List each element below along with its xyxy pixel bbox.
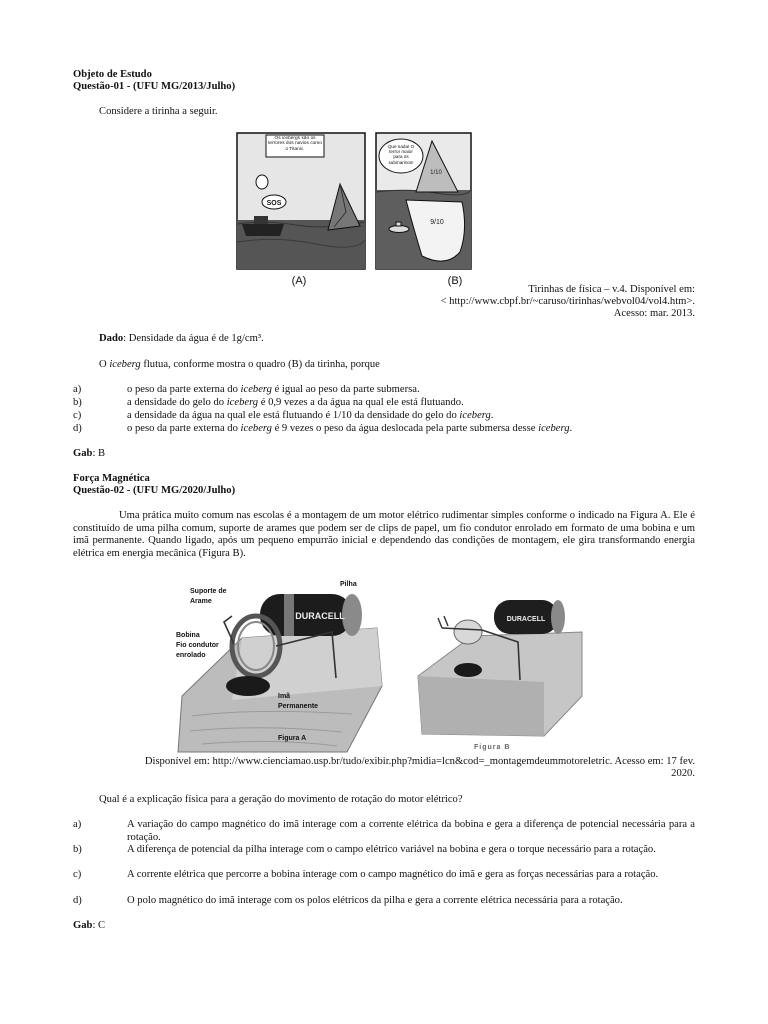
source-line-2: < http://www.cbpf.br/~caruso/tirinhas/webvol04/vol4.htm>. bbox=[440, 296, 695, 307]
dado-line: Dado: Densidade da água é de 1g/cm³. bbox=[99, 333, 264, 344]
sos-bubble bbox=[262, 195, 286, 209]
option-letter: d) bbox=[73, 423, 82, 434]
label-bobina-3: enrolado bbox=[176, 652, 206, 659]
option-letter: a) bbox=[73, 384, 82, 395]
motor-photo bbox=[172, 576, 586, 754]
comic-label-b: (B) bbox=[447, 275, 463, 287]
battery-brand-a: DURACELL bbox=[295, 611, 345, 621]
question-2-stem: Qual é a explicação física para a geração do movimento de rotação do motor elétrico? bbox=[99, 794, 463, 805]
section-title-2: Força Magnética bbox=[73, 473, 150, 484]
label-figura-a: Figura A bbox=[278, 735, 307, 742]
option-letter: d) bbox=[73, 895, 82, 906]
label-pilha: Pilha bbox=[340, 581, 357, 588]
label-suporte-2: Arame bbox=[190, 598, 212, 605]
question-1-title: Questão-01 - (UFU MG/2013/Julho) bbox=[73, 81, 236, 92]
label-suporte-1: Suporte de bbox=[190, 588, 227, 595]
option-text: A corrente elétrica que percorre a bobina interage com o campo magnético do imã e gera as forças necessárias para a rotação. bbox=[127, 869, 659, 880]
label-bobina-1: Bobina bbox=[176, 632, 200, 639]
label-ima-2: Permanente bbox=[278, 703, 319, 710]
option-text: A variação do campo magnético do imã interage com a corrente elétrica da bobina e gera a diferença de potencial necessária para a rotação. bbox=[127, 819, 695, 843]
question-2-title: Questão-02 - (UFU MG/2020/Julho) bbox=[73, 485, 236, 496]
question-2-paragraph: Uma prática muito comum nas escolas é a montagem de um motor elétrico rudimentar simples conforme o indicado na Figura A. Ele é constituído de uma pilha comum, suporte de arames que podem ser de clips de papel, um fio condutor enrolado em formato de uma bobina e um imã permanente. Quando ligado, após um pequeno empurrão inicial e dependendo das condições de montagem, ele gira transformando energia elétrica em energia mecânica (Figura B). bbox=[73, 510, 695, 559]
q2-source-line-2: 2020. bbox=[671, 768, 695, 779]
battery-brand-b: DURACELL bbox=[506, 616, 546, 623]
label-bobina-2: Fio condutor bbox=[176, 642, 219, 649]
source-line-3: Acesso: mar. 2013. bbox=[613, 308, 695, 319]
sos-text: SOS bbox=[266, 200, 282, 207]
option-text: A diferença de potencial da pilha interage com o campo elétrico variável na bobina e gera o torque necessário para a rotação. bbox=[127, 844, 656, 855]
q2-source-line-1: Disponível em: http://www.cienciamao.usp.br/tudo/exibir.php?midia=lcn&cod=_montagemdeummotoreletric. Acesso em: 17 fev. bbox=[144, 756, 695, 767]
section-title: Objeto de Estudo bbox=[73, 69, 152, 80]
panel-b-caption: Que nada! O terror maior para os submarinos! bbox=[387, 144, 415, 165]
panel-a-caption: Os icebergs são os terrores dos navios como o Titanic. bbox=[268, 136, 322, 152]
fraction-top: 1/10 bbox=[430, 170, 442, 176]
option-letter: a) bbox=[73, 819, 82, 830]
fraction-bottom: 9/10 bbox=[430, 219, 444, 226]
comic-panel-b bbox=[376, 133, 471, 269]
option-letter: b) bbox=[73, 844, 82, 855]
label-ima-1: Imã bbox=[278, 693, 291, 700]
option-letter: c) bbox=[73, 410, 82, 421]
source-line-1: Tirinhas de física – v.4. Disponível em: bbox=[528, 284, 695, 295]
question-1-intro: Considere a tirinha a seguir. bbox=[99, 106, 218, 117]
comic-strip bbox=[236, 132, 472, 288]
comic-panel-a bbox=[237, 133, 365, 269]
question-1-stem: O iceberg flutua, conforme mostra o quadro (B) da tirinha, porque bbox=[99, 359, 380, 370]
option-letter: c) bbox=[73, 869, 82, 880]
option-text: O polo magnético do imã interage com os polos elétricos da pilha e gera a corrente elétrica necessária para a rotação. bbox=[127, 895, 623, 906]
q1-answer: Gab: B bbox=[73, 448, 106, 459]
label-figura-b: Figura B bbox=[474, 744, 511, 751]
q2-answer: Gab: C bbox=[73, 920, 106, 931]
comic-label-a: (A) bbox=[291, 275, 307, 287]
option-letter: b) bbox=[73, 397, 82, 408]
